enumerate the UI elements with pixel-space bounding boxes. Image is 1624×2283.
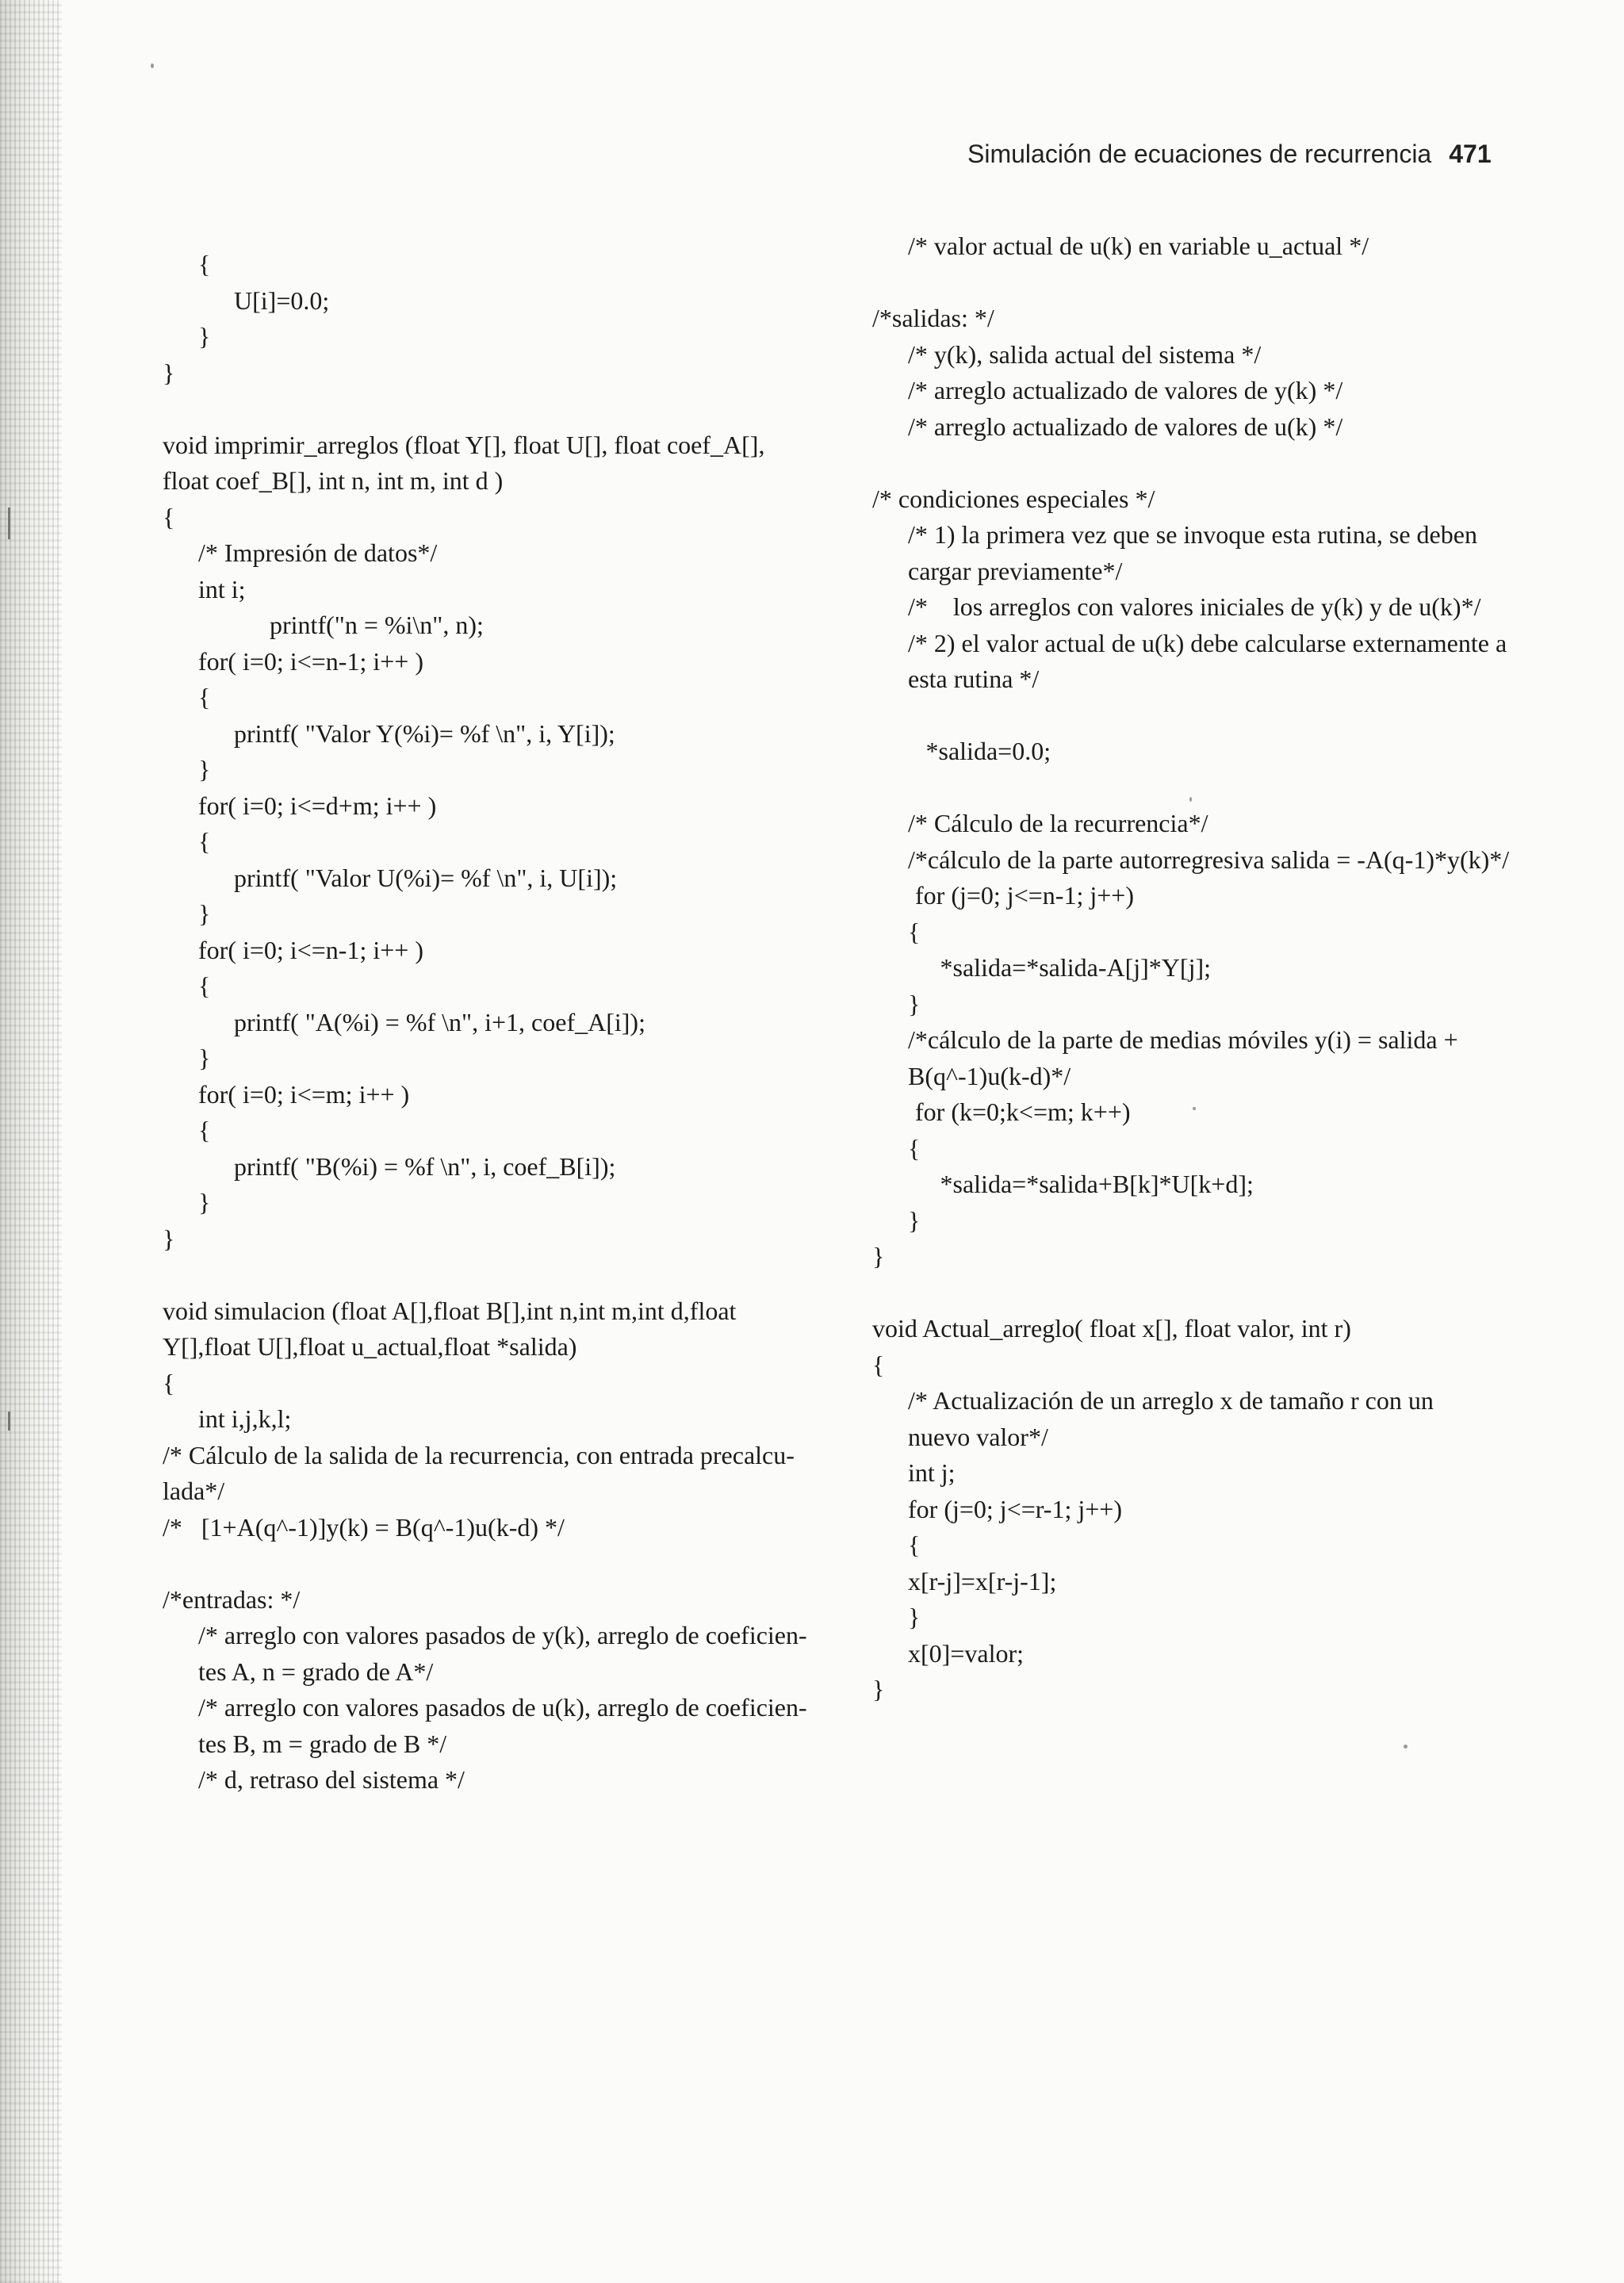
- code-line: for (j=0; j<=r-1; j++): [908, 1494, 1122, 1523]
- code-line: [872, 445, 1570, 481]
- code-line: lada*/: [163, 1477, 225, 1505]
- binding-mark: [8, 1412, 10, 1431]
- code-line: /*cálculo de la parte autorregresiva salida = -A(q-1)*y(k)*/: [908, 845, 1510, 874]
- scan-speck: [151, 63, 154, 68]
- code-line: float coef_B[], int n, int m, int d ): [163, 466, 504, 495]
- binding-mark: [8, 508, 10, 539]
- code-line: }: [163, 1224, 175, 1253]
- code-line: printf( "B(%i) = %f \n", i, coef_B[i]);: [234, 1151, 616, 1181]
- code-line: /* 2) el valor actual de u(k) debe calcularse externamente a: [908, 628, 1507, 657]
- code-line: /* Cálculo de la recurrencia*/: [908, 809, 1208, 837]
- code-line: x[r-j]=x[r-j-1];: [908, 1566, 1057, 1595]
- code-line: int i;: [198, 574, 246, 603]
- code-line: /* y(k), salida actual del sistema */: [908, 339, 1262, 369]
- code-line: *salida=*salida-A[j]*Y[j];: [940, 953, 1211, 982]
- code-line: for( i=0; i<=d+m; i++ ): [198, 791, 437, 820]
- code-line: x[0]=valor;: [908, 1638, 1024, 1668]
- code-line: [163, 1546, 845, 1582]
- scan-speck: [1404, 1745, 1408, 1749]
- code-line: /* arreglo actualizado de valores de u(k) */: [908, 412, 1343, 441]
- code-line: [872, 698, 1570, 734]
- code-line: }: [198, 1188, 211, 1216]
- code-line: }: [908, 1205, 921, 1235]
- code-line: /* Cálculo de la salida de la recurrencia, con entrada precalcu-: [163, 1440, 795, 1469]
- code-line: printf("n = %i\n", n);: [270, 611, 484, 639]
- code-line: /* Actualización de un arreglo x de tamaño r con un: [908, 1386, 1434, 1415]
- code-line: {: [163, 1368, 175, 1397]
- left-code-column: [163, 247, 845, 1798]
- code-line: /* arreglo con valores pasados de y(k), arreglo de coeficien-: [198, 1621, 807, 1649]
- code-line: *salida=*salida+B[k]*U[k+d];: [940, 1170, 1254, 1198]
- code-line: /* Impresión de datos*/: [198, 538, 438, 567]
- code-line: int i,j,k,l;: [198, 1404, 292, 1433]
- code-line: for (j=0; j<=n-1; j++): [915, 881, 1134, 910]
- page-binding-shadow: [0, 0, 62, 2283]
- code-line: /*salidas: */: [872, 304, 994, 332]
- code-line: /* arreglo actualizado de valores de y(k) */: [908, 376, 1343, 404]
- code-line: printf( "A(%i) = %f \n", i+1, coef_A[i]);: [234, 1007, 645, 1036]
- code-line: [872, 265, 1570, 301]
- scan-speck: [1189, 797, 1192, 802]
- code-line: /* condiciones especiales */: [872, 484, 1155, 513]
- code-line: printf( "Valor Y(%i)= %f \n", i, Y[i]);: [234, 718, 615, 748]
- code-line: /* 1) la primera vez que se invoque esta rutina, se deben: [908, 520, 1477, 549]
- code-line: esta rutina */: [908, 665, 1040, 693]
- code-line: {: [198, 250, 211, 278]
- code-line: U[i]=0.0;: [234, 285, 330, 315]
- code-line: {: [908, 1530, 921, 1559]
- code-line: /* los arreglos con valores iniciales de y(k) y de u(k)*/: [908, 592, 1481, 621]
- code-line: }: [872, 1242, 885, 1270]
- code-line: tes A, n = grado de A*/: [198, 1657, 434, 1686]
- code-line: }: [198, 1044, 211, 1072]
- code-line: {: [908, 1133, 921, 1163]
- code-line: *salida=0.0;: [925, 737, 1051, 765]
- code-line: {: [872, 1350, 885, 1379]
- code-line: B(q^-1)u(k-d)*/: [908, 1061, 1071, 1090]
- code-line: {: [198, 971, 211, 1000]
- code-line: }: [198, 322, 211, 350]
- code-line: void simulacion (float A[],float B[],int n,int m,int d,float: [163, 1296, 737, 1325]
- page-number: 471: [1449, 140, 1492, 168]
- code-line: {: [908, 917, 921, 946]
- code-line: for( i=0; i<=n-1; i++ ): [198, 935, 423, 964]
- code-line: cargar previamente*/: [908, 556, 1123, 585]
- code-line: for( i=0; i<=m; i++ ): [198, 1079, 410, 1109]
- running-head-title: Simulación de ecuaciones de recurrencia: [967, 140, 1432, 168]
- code-line: }: [872, 1675, 885, 1703]
- code-line: {: [198, 1116, 211, 1144]
- code-line: for( i=0; i<=n-1; i++ ): [198, 646, 423, 676]
- code-line: Y[],float U[],float u_actual,float *salida): [163, 1332, 577, 1361]
- code-line: }: [908, 989, 921, 1018]
- right-code-column: [872, 228, 1570, 1708]
- code-line: /* d, retraso del sistema */: [198, 1765, 465, 1794]
- code-line: for (k=0;k<=m; k++): [915, 1097, 1131, 1126]
- code-line: {: [163, 502, 175, 531]
- code-line: int j;: [908, 1458, 956, 1487]
- code-line: /* [1+A(q^-1)]y(k) = B(q^-1)u(k-d) */: [163, 1512, 565, 1542]
- code-line: /* valor actual de u(k) en variable u_actual */: [908, 232, 1369, 260]
- code-line: void Actual_arreglo( float x[], float valor, int r): [872, 1314, 1351, 1343]
- code-line: {: [198, 827, 211, 856]
- code-line: void imprimir_arreglos (float Y[], float U[], float coef_A[],: [163, 430, 765, 459]
- code-line: printf( "Valor U(%i)= %f \n", i, U[i]);: [234, 863, 618, 892]
- running-head: [967, 140, 1538, 169]
- code-line: {: [198, 683, 211, 711]
- code-line: [163, 391, 845, 427]
- code-line: nuevo valor*/: [908, 1422, 1048, 1451]
- code-line: tes B, m = grado de B */: [198, 1729, 447, 1758]
- scan-speck: [1193, 1107, 1196, 1110]
- code-line: /*cálculo de la parte de medias móviles y(i) = salida +: [908, 1025, 1458, 1054]
- code-line: }: [198, 755, 211, 783]
- code-line: }: [198, 899, 211, 928]
- code-line: [872, 1275, 1570, 1312]
- code-line: }: [908, 1603, 921, 1631]
- code-line: [163, 1257, 845, 1293]
- code-line: /*entradas: */: [163, 1584, 301, 1614]
- code-line: }: [163, 358, 175, 387]
- code-line: [872, 770, 1570, 806]
- code-line: /* arreglo con valores pasados de u(k), arreglo de coeficien-: [198, 1693, 807, 1722]
